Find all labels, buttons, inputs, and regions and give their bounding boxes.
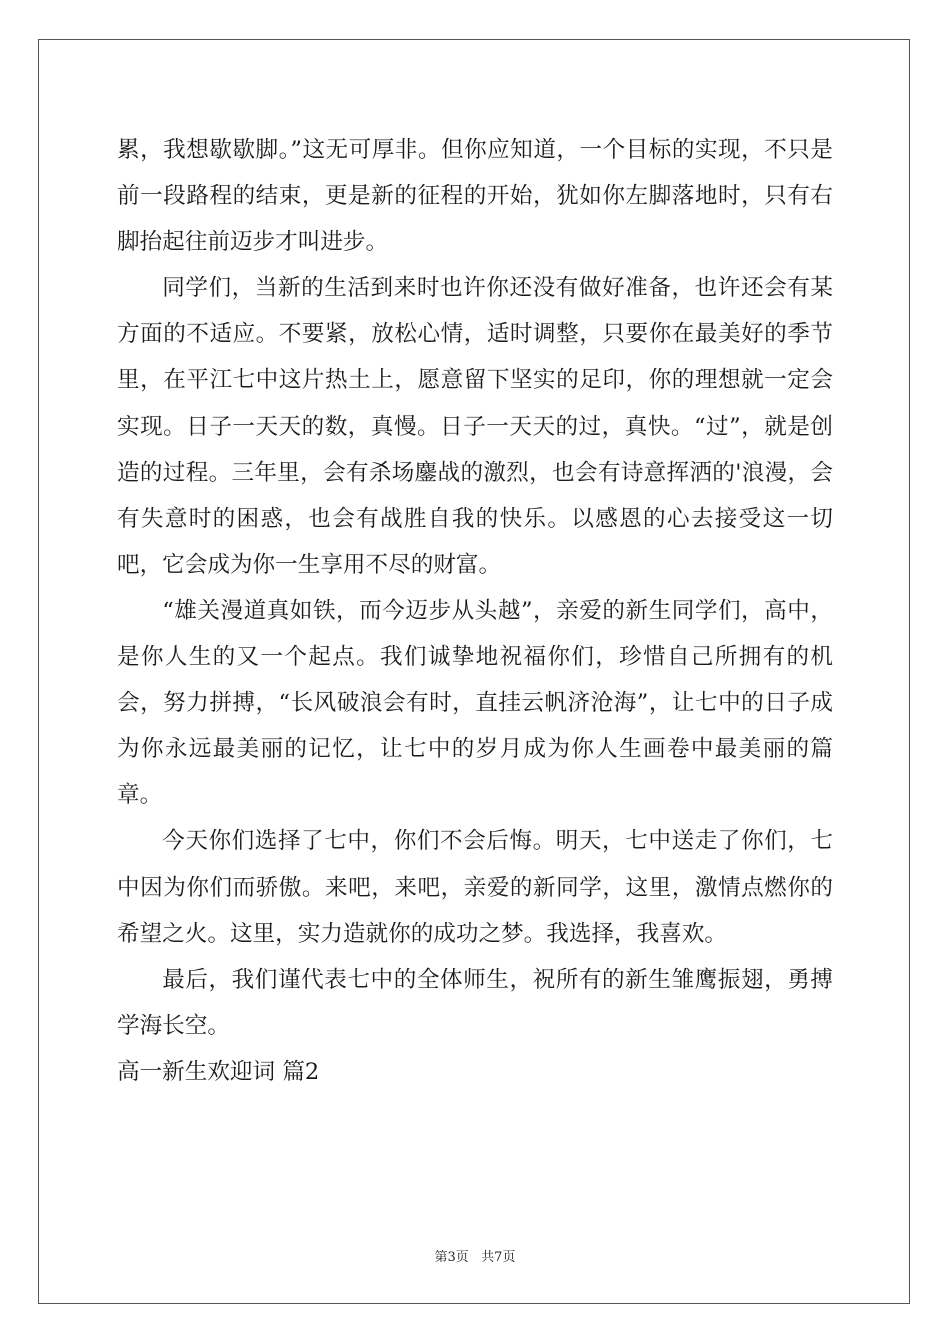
paragraph-continuation: 累，我想歇歇脚。”这无可厚非。但你应知道，一个目标的实现，不只是前一段路程的结束，更是新的征程的开始，犹如你左脚落地时，只有右脚抬起往前迈步才叫进步。 bbox=[117, 137, 833, 256]
paragraph: “雄关漫道真如铁，而今迈步从头越”，亲爱的新生同学们，高中，是你人生的又一个起点。我们诚挚地祝福你们，珍惜自己所拥有的机会，努力拼搏，“长风破浪会有时，直挂云帆济沧海”，让七中的日子成为你永远最美丽的记忆，让七中的岁月成为你人生画卷中最美丽的篇章。 bbox=[117, 597, 833, 809]
paragraph: 今天你们选择了七中，你们不会后悔。明天，七中送走了你们，七中因为你们而骄傲。来吧，来吧，亲爱的新同学，这里，激情点燃你的希望之火。这里，实力造就你的成功之梦。我选择，我喜欢。 bbox=[117, 828, 833, 947]
page-footer: 第3页 共7页 bbox=[434, 1250, 516, 1265]
paragraph: 最后，我们谨代表七中的全体师生，祝所有的新生雏鹰振翅，勇搏学海长空。 bbox=[117, 966, 833, 1039]
section-heading: 高一新生欢迎词 篇2 bbox=[117, 1058, 320, 1085]
document-body bbox=[117, 127, 833, 1095]
paragraph: 同学们，当新的生活到来时也许你还没有做好准备，也许还会有某方面的不适应。不要紧，放松心情，适时调整，只要你在最美好的季节里，在平江七中这片热土上，愿意留下坚实的足印，你的理想就一定会实现。日子一天天的数，真慢。日子一天天的过，真快。“过”，就是创造的过程。三年里，会有杀场鏖战的激烈，也会有诗意挥洒的'浪漫，会有失意时的困惑，也会有战胜自我的快乐。以感恩的心去接受这一切吧，它会成为你一生享用不尽的财富。 bbox=[117, 275, 833, 578]
